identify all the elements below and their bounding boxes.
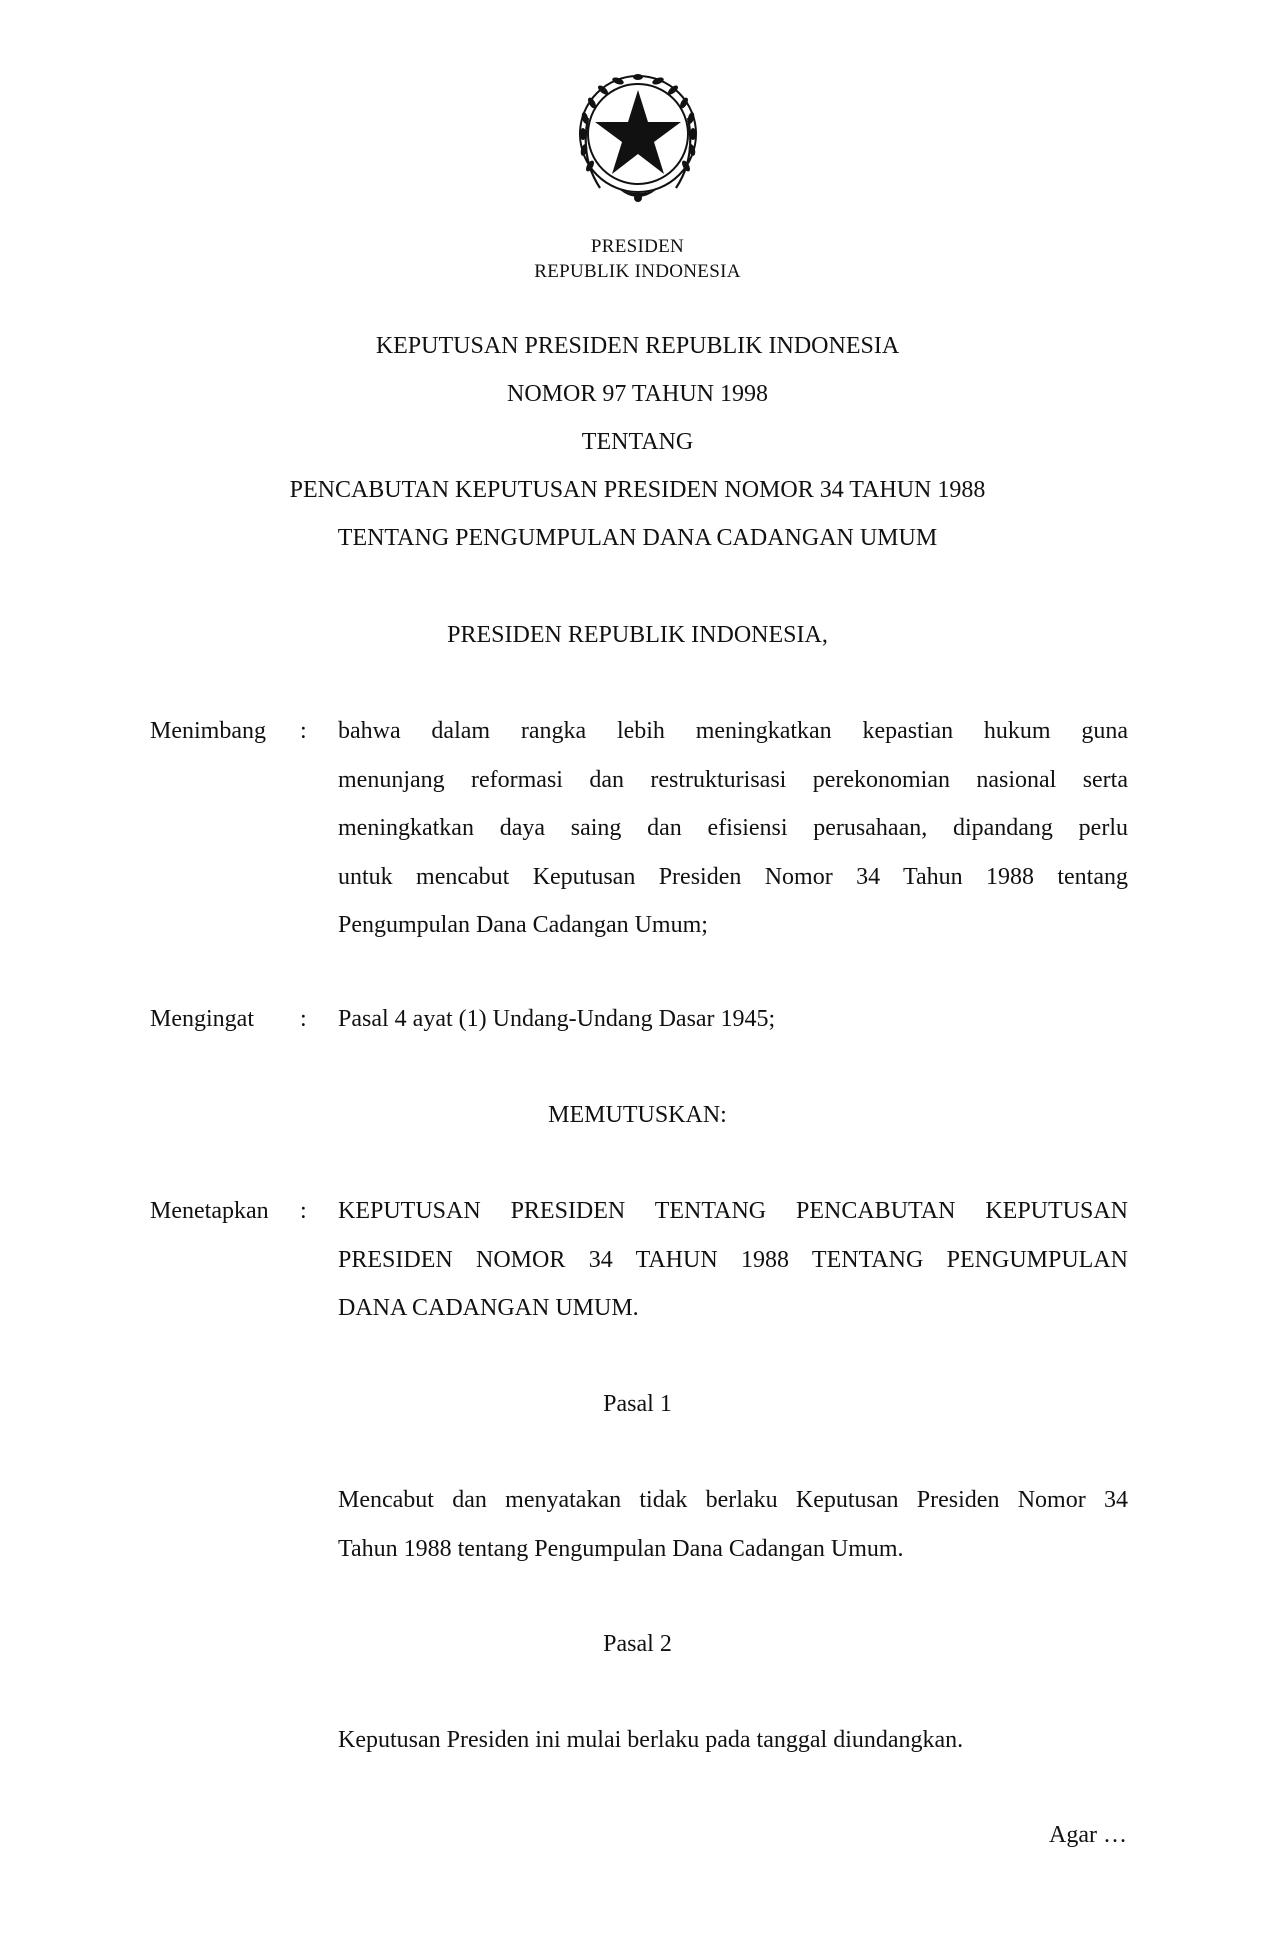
title-line-5: TENTANG PENGUMPULAN DANA CADANGAN UMUM [337,525,938,551]
menetapkan-line: DANA CADANGAN UMUM. [338,1295,639,1321]
title-line-4: PENCABUTAN KEPUTUSAN PRESIDEN NOMOR 34 TAHUN 1988 [289,477,986,503]
menetapkan-line: PRESIDEN NOMOR 34 TAHUN 1988 TENTANG PENGUMPULAN [338,1246,1128,1273]
title-line-1: KEPUTUSAN PRESIDEN REPUBLIK INDONESIA [375,333,900,359]
mengingat-colon: : [300,1006,307,1032]
menimbang-line: meningkatkan daya saing dan efisiensi perusahaan, dipandang perlu [338,815,1128,841]
title-line-3: TENTANG [581,429,694,455]
garuda-star-wreath-emblem-icon [560,58,716,218]
memutuskan-heading: MEMUTUSKAN: [548,1102,727,1128]
header-line-1: PRESIDEN [590,236,685,257]
menetapkan-label: Menetapkan [150,1198,269,1224]
menimbang-colon: : [300,718,307,744]
issuer-line: PRESIDEN REPUBLIK INDONESIA, [447,622,828,648]
mengingat-label: Mengingat [150,1006,254,1032]
pasal-1-heading: Pasal 1 [603,1391,672,1417]
menetapkan-text [338,1187,1128,1333]
menimbang-line: Pengumpulan Dana Cadangan Umum; [338,912,708,938]
continuation-catchword: Agar … [1049,1822,1127,1848]
pasal-2-text: Keputusan Presiden ini mulai berlaku pada tanggal diundangkan. [338,1727,964,1753]
menimbang-text [338,707,1128,950]
menimbang-line: menunjang reformasi dan restrukturisasi perekonomian nasional serta [338,766,1128,793]
menimbang-line: untuk mencabut Keputusan Presiden Nomor 34 Tahun 1988 tentang [338,863,1128,890]
mengingat-text: Pasal 4 ayat (1) Undang-Undang Dasar 1945; [338,1006,776,1032]
menetapkan-colon: : [300,1198,307,1224]
menimbang-label: Menimbang [150,718,266,744]
pasal-1-line: Mencabut dan menyatakan tidak berlaku Keputusan Presiden Nomor 34 [338,1487,1128,1513]
menetapkan-line: KEPUTUSAN PRESIDEN TENTANG PENCABUTAN KEPUTUSAN [338,1198,1128,1224]
header-line-2: REPUBLIK INDONESIA [534,261,741,282]
title-line-2: NOMOR 97 TAHUN 1998 [507,381,768,407]
pasal-1-line: Tahun 1988 tentang Pengumpulan Dana Cadangan Umum. [338,1535,904,1562]
menimbang-line: bahwa dalam rangka lebih meningkatkan kepastian hukum guna [338,718,1128,744]
pasal-1-text [338,1476,1128,1573]
pasal-2-heading: Pasal 2 [603,1631,672,1657]
